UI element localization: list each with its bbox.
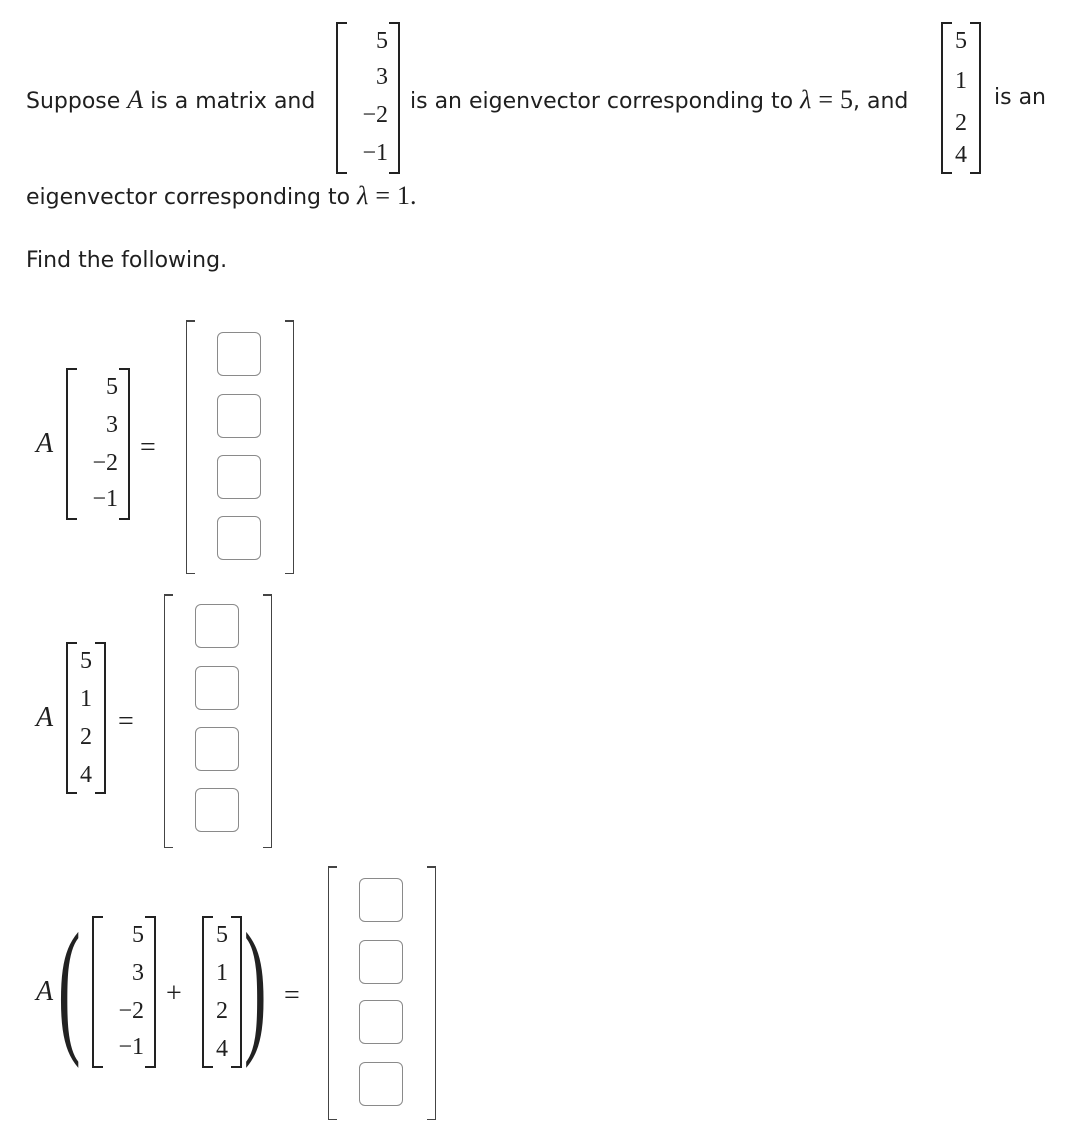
v1-entry: 3 [376,64,388,90]
expr1-answer-matrix [186,320,294,574]
intro-text: Suppose A is a matrix and [26,85,316,114]
v1-entry: −2 [118,998,144,1024]
instruction-text: Find the following. [26,248,228,273]
v2-entry: 1 [80,686,92,712]
expr1-answer-box-1[interactable] [217,332,261,376]
v2-entry: 4 [216,1036,228,1062]
v1-entry: 3 [106,412,118,438]
v1-entry: 3 [132,960,144,986]
v2-entry: 2 [955,110,967,136]
expr3-answer-box-3[interactable] [359,1000,403,1044]
v2-entry: 5 [216,922,228,948]
v1-entry: 5 [106,374,118,400]
eigen-text-2: eigenvector corresponding to λ = 1. [26,181,417,210]
expr3-matrix-symbol: A [36,976,54,1007]
expr2-matrix-symbol: A [36,702,54,733]
expr1-matrix-symbol: A [36,428,54,459]
v1-entry: 5 [376,28,388,54]
v1-entry: 5 [132,922,144,948]
expr2-equals: = [118,706,134,737]
expr2-answer-box-4[interactable] [195,788,239,832]
expr2-answer-box-2[interactable] [195,666,239,710]
expr3-vector-v2 [202,916,242,1068]
expr3-equals: = [284,980,300,1011]
is-an-text: is an [994,85,1046,110]
expr3-answer-box-4[interactable] [359,1062,403,1106]
v1-entry: −2 [92,450,118,476]
expr3-plus: + [166,978,182,1009]
v2-entry: 2 [216,998,228,1024]
expr3-vector-v1 [92,916,156,1068]
v2-entry: 5 [955,28,967,54]
v2-entry: 4 [80,762,92,788]
expr3-answer-matrix [328,866,436,1120]
v2-entry: 5 [80,648,92,674]
expr2-answer-box-3[interactable] [195,727,239,771]
expr1-answer-box-3[interactable] [217,455,261,499]
eigen-text-1: is an eigenvector corresponding to λ = 5, and [410,85,909,114]
v2-entry: 4 [955,142,967,168]
vector-v1 [336,22,400,174]
expr2-answer-box-1[interactable] [195,604,239,648]
expr2-vector-v2 [66,642,106,794]
v1-entry: −1 [92,486,118,512]
expr3-answer-box-2[interactable] [359,940,403,984]
v1-entry: −1 [362,140,388,166]
v2-entry: 1 [216,960,228,986]
vector-v2 [941,22,981,174]
v2-entry: 2 [80,724,92,750]
expr1-answer-box-2[interactable] [217,394,261,438]
v2-entry: 1 [955,68,967,94]
v1-entry: −2 [362,102,388,128]
expr2-answer-matrix [164,594,272,848]
expr1-vector-v1 [66,368,130,520]
expr3-paren-close: ) [244,903,267,1069]
matrix-symbol: A [127,85,144,114]
expr1-answer-box-4[interactable] [217,516,261,560]
expr3-paren-open: ( [58,903,81,1069]
v1-entry: −1 [118,1034,144,1060]
expr1-equals: = [140,432,156,463]
expr3-answer-box-1[interactable] [359,878,403,922]
